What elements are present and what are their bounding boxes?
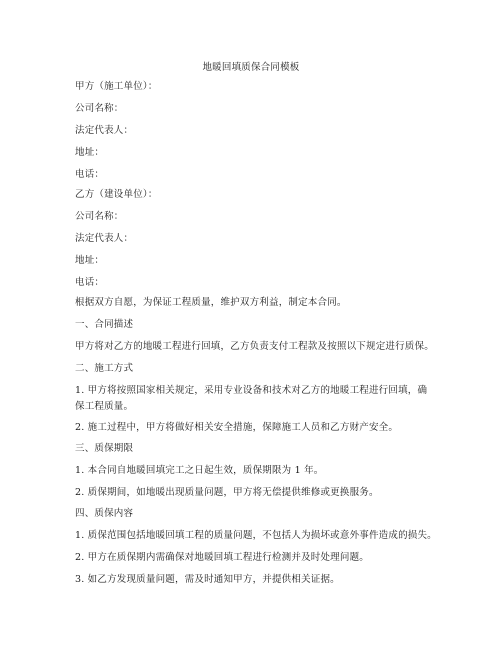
section-3-item-1: 1. 本合同自地暖回填完工之日起生效，质保期限为 1 年。 <box>75 465 324 476</box>
section-2-item-2: 2. 施工过程中，甲方将做好相关安全措施，保障施工人员和乙方财产安全。 <box>75 422 399 433</box>
section-4-item-2: 2. 甲方在质保期内需确保对地暖回填工程进行检测并及时处理问题。 <box>75 552 369 563</box>
document-title: 地暖回填质保合同模板 <box>202 62 300 73</box>
section-4-item-1: 1. 质保范围包括地暖回填工程的质量问题，不包括人为损坏或意外事件造成的损失。 <box>75 530 437 541</box>
section-1-text: 甲方将对乙方的地暖工程进行回填，乙方负责支付工程款及按照以下规定进行质保。 <box>75 341 434 352</box>
party-a-heading: 甲方（施工单位）： <box>75 81 158 92</box>
party-b-heading: 乙方（建设单位）： <box>75 189 158 200</box>
section-3-item-2: 2. 质保期间，如地暖出现质量问题，甲方将无偿提供维修或更换服务。 <box>75 487 379 498</box>
party-b-rep: 法定代表人： <box>75 233 134 244</box>
section-2-heading: 二、施工方式 <box>75 363 134 374</box>
section-3-heading: 三、质保期限 <box>75 443 134 454</box>
party-b-address: 地址： <box>75 255 105 266</box>
section-2-item-1: 1. 甲方将按照国家相关规定，采用专业设备和技术对乙方的地暖工程进行回填，确保工程质量。 <box>75 385 428 412</box>
party-a-company: 公司名称： <box>75 103 124 114</box>
party-b-company: 公司名称： <box>75 211 124 222</box>
party-a-phone: 电话： <box>75 169 105 180</box>
party-b-phone: 电话： <box>75 277 105 288</box>
section-1-heading: 一、合同描述 <box>75 319 134 330</box>
party-a-rep: 法定代表人： <box>75 125 134 136</box>
party-a-address: 地址： <box>75 147 105 158</box>
intro-paragraph: 根据双方自愿，为保证工程质量，维护双方利益，制定本合同。 <box>75 297 347 308</box>
section-4-item-3: 3. 如乙方发现质量问题，需及时通知甲方，并提供相关证据。 <box>75 574 340 585</box>
section-4-heading: 四、质保内容 <box>75 508 134 519</box>
